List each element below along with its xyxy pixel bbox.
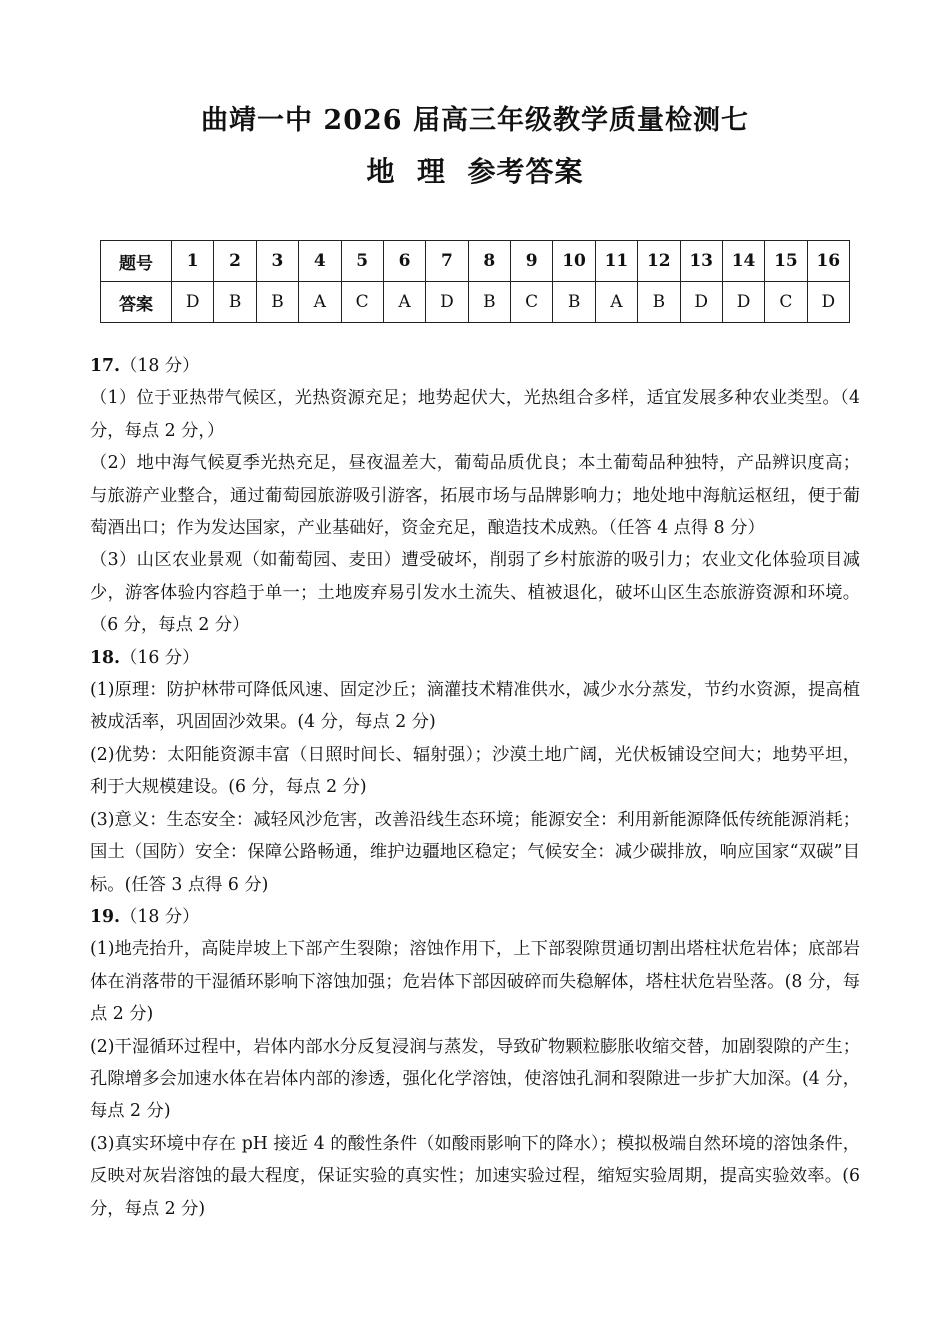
answer-paragraph: （2）地中海气候夏季光热充足，昼夜温差大，葡萄品质优良；本土葡萄品种独特，产品辨识度高；与旅游产业整合，通过葡萄园旅游吸引游客，拓展市场与品牌影响力；地处地中海航运枢纽，便于葡萄酒出口；作为发达国家，产业基础好，资金充足，酿造技术成熟。（任答 4 点得 8 分） [90,453,860,539]
answer-cell: C [341,282,383,323]
answer-row [101,282,850,323]
question-score: （16 分） [120,647,200,668]
answer-cell: D [807,282,849,323]
answer-cell: D [172,282,214,323]
answer-paragraph: (1)地壳抬升，高陡岸坡上下部产生裂隙；溶蚀作用下，上下部裂隙贯通切割出塔柱状危岩体；底部岩体在消落带的干湿循环影响下溶蚀加强；危岩体下部因破碎而失稳解体，塔柱状危岩坠落。(8 分，每点 2 分) [90,939,860,1025]
answer-table [100,240,850,323]
question-number: 16 [807,241,849,282]
answer-cell: B [468,282,510,323]
question-number: 1 [172,241,214,282]
question-score: （18 分） [120,906,200,927]
question-number: 6 [383,241,425,282]
answer-cell: C [765,282,807,323]
answer-paragraph: (1)原理：防护林带可降低风速、固定沙丘；滴灌技术精准供水，减少水分蒸发，节约水资源，提高植被成活率，巩固固沙效果。(4 分，每点 2 分) [90,680,860,733]
page-title: 曲靖一中 2026 届高三年级教学质量检测七 [201,105,749,136]
answer-cell: A [595,282,637,323]
question-number: 8 [468,241,510,282]
answer-body [90,350,860,1225]
question-number: 15 [765,241,807,282]
question-number: 7 [426,241,468,282]
question-number: 10 [553,241,595,282]
question-number: 9 [511,241,553,282]
question-number: 4 [299,241,341,282]
answer-paragraph: (2)优势：太阳能资源丰富（日照时间长、辐射强）；沙漠土地广阔，光伏板铺设空间大；地势平坦，利于大规模建设。(6 分，每点 2 分) [90,744,860,798]
answer-cell: A [383,282,425,323]
answer-cell: A [299,282,341,323]
answer-cell: B [256,282,298,323]
answer-paragraph: (3)真实环境中存在 pH 接近 4 的酸性条件（如酸雨影响下的降水）；模拟极端自然环境的溶蚀条件，反映对灰岩溶蚀的最大程度，保证实验的真实性；加速实验过程，缩短实验周期，提高实验效率。(6 分，每点 2 分) [90,1133,860,1219]
row-label-question: 题号 [101,241,172,282]
question-number: 18. [90,647,121,668]
answer-cell: D [680,282,722,323]
question-heading [90,901,860,933]
question-heading [90,350,860,382]
question-number: 19. [90,906,121,927]
answer-cell: D [426,282,468,323]
answer-cell: D [722,282,764,323]
question-heading [90,642,860,674]
question-score: （18 分） [120,356,200,376]
question-number: 11 [595,241,637,282]
answer-paragraph: （3）山区农业景观（如葡萄园、麦田）遭受破坏，削弱了乡村旅游的吸引力；农业文化体验项目减少，游客体验内容趋于单一；土地废弃易引发水土流失、植被退化，破坏山区生态旅游资源和环境。（6 分，每点 2 分） [90,550,860,636]
answer-paragraph: (2)干湿循环过程中，岩体内部水分反复浸润与蒸发，导致矿物颗粒膨胀收缩交替，加剧裂隙的产生；孔隙增多会加速水体在岩体内部的渗透，强化化学溶蚀，使溶蚀孔洞和裂隙进一步扩大加深。(4 分，每点 2 分) [90,1036,860,1122]
answer-paragraph: （1）位于亚热带气候区，光热资源充足；地势起伏大，光热组合多样，适宜发展多种农业类型。（4 分，每点 2 分，） [90,388,860,441]
row-label-answer: 答案 [101,282,172,323]
answer-paragraph: (3)意义：生态安全：减轻风沙危害，改善沿线生态环境；能源安全：利用新能源降低传统能源消耗；国土（国防）安全：保障公路畅通，维护边疆地区稳定；气候安全：减少碳排放，响应国家“双碳”目标。(任答 3 点得 6 分) [90,809,860,895]
question-number-row [101,241,850,282]
answer-cell: B [638,282,680,323]
question-number: 12 [638,241,680,282]
answer-cell: B [553,282,595,323]
question-number: 17. [90,356,121,376]
question-number: 13 [680,241,722,282]
question-number: 3 [256,241,298,282]
answer-cell: C [511,282,553,323]
question-number: 5 [341,241,383,282]
question-number: 2 [214,241,256,282]
answer-cell: B [214,282,256,323]
question-number: 14 [722,241,764,282]
page-subtitle: 地 理 参考答案 [366,155,584,188]
